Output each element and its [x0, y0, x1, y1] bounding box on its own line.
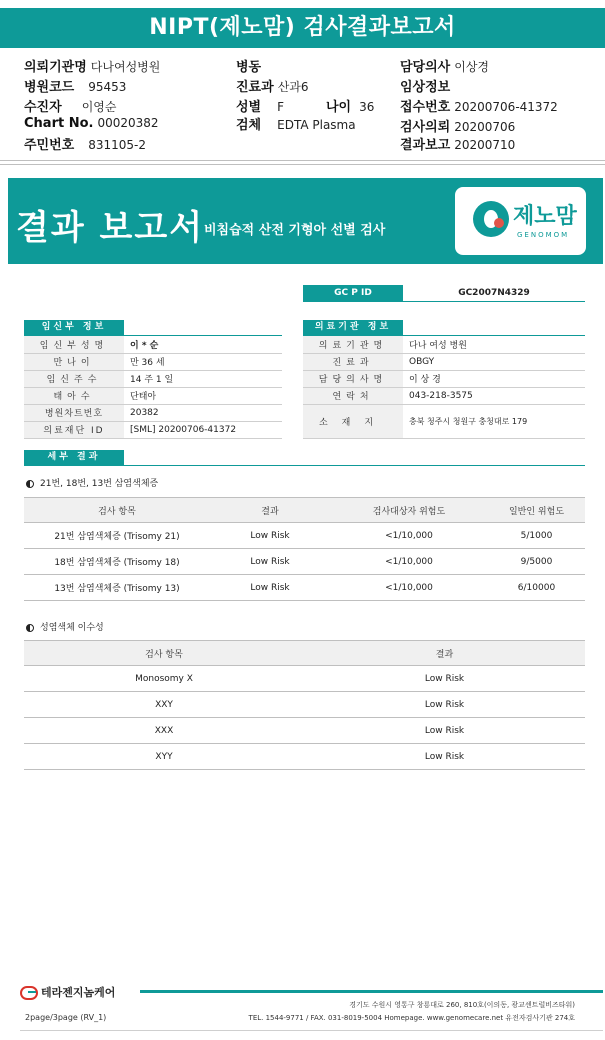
table-row: 담당의사명 이 상 경: [303, 370, 585, 387]
footer-accent-line: [140, 990, 603, 993]
table-row: 21번 삼염색체증 (Trisomy 21) Low Risk <1/10,000 5/1000: [24, 523, 585, 549]
table-row: XYY Low Risk: [24, 744, 585, 770]
table-row: 태아수 단태아: [24, 387, 282, 404]
report-title: 결과 보고서: [16, 208, 205, 248]
receipt-no-row: 접수번호 20200706-41372: [400, 100, 558, 115]
detail-result-tab: 세부 결과: [24, 450, 124, 465]
pregnant-info-table: [24, 336, 282, 439]
chart-no-row: Chart No. 00020382: [24, 116, 159, 131]
footer-address: 경기도 수원시 영통구 창룡대로 260, 810호(이의동, 광교센트럴비즈타워): [349, 1001, 575, 1009]
table-header-row: 검사 항목 결과: [24, 641, 585, 666]
header-divider: [0, 160, 605, 161]
table-row: 진료과 OBGY: [303, 353, 585, 370]
institution-info-table: [303, 336, 585, 439]
table-row: 18번 삼염색체증 (Trisomy 18) Low Risk <1/10,000 9/5000: [24, 549, 585, 575]
doctor-row: 담당의사 이상경: [400, 60, 490, 75]
hospital-code-row: 병원코드 95453: [24, 80, 127, 95]
clinical-info-row: 임상정보: [400, 80, 451, 95]
section1-title: 21번, 18번, 13번 삼염색체증: [26, 476, 158, 489]
table-row: 임신부성명 이 * 순: [24, 336, 282, 353]
department-row: 진료과 산과6: [236, 80, 309, 95]
document-title: NIPT(제노맘) 검사결과보고서: [0, 8, 605, 48]
detail-result-line: [24, 465, 585, 466]
table-row: 만나이 만 36 세: [24, 353, 282, 370]
table-row: XXY Low Risk: [24, 692, 585, 718]
sex-row: 성별 F: [236, 100, 285, 115]
footer-divider: [20, 1030, 603, 1031]
patient-header: [0, 54, 605, 158]
resident-no-row: 주민번호 831105-2: [24, 138, 147, 153]
gcp-id-value: GC2007N4329: [458, 288, 530, 298]
table-row: 소재지 충북 청주시 청원구 충청대로 179: [303, 404, 585, 438]
report-date-row: 결과보고 20200710: [400, 138, 516, 153]
pregnant-info-tab: 임신부 정보: [24, 320, 124, 335]
page-number: 2page/3page (RV_1): [25, 1013, 107, 1022]
age-row: 나이 36: [326, 100, 375, 115]
institution-info-tab: 의료기관 정보: [303, 320, 403, 335]
half-circle-icon: [26, 624, 34, 632]
trisomy-table: [24, 497, 585, 601]
section2-title: 성염색체 이수성: [26, 620, 104, 633]
logo-en: GENOMOM: [517, 231, 570, 239]
table-header-row: 검사 항목 결과 검사대상자 위험도 일반인 위험도: [24, 498, 585, 523]
table-row: XXX Low Risk: [24, 718, 585, 744]
company-logo: 테라젠지놈케어: [20, 984, 115, 1000]
ward-row: 병동: [236, 60, 262, 75]
table-row: Monosomy X Low Risk: [24, 666, 585, 692]
table-row: 의료재단 ID [SML] 20200706-41372: [24, 421, 282, 438]
table-row: 병원차트번호 20382: [24, 404, 282, 421]
report-subtitle: 비침습적 산전 기형아 선별 검사: [204, 223, 386, 238]
sex-chromosome-table: [24, 640, 585, 770]
table-row: 연락처 043-218-3575: [303, 387, 585, 404]
half-circle-icon: [26, 480, 34, 488]
table-row: 의료기관명 다나 여성 병원: [303, 336, 585, 353]
footer-contact: TEL. 1544-9771 / FAX. 031-8019-5004 Homepage. www.genomecare.net 유전자검사기관 274호: [248, 1014, 575, 1022]
examinee-row: 수진자 이영순: [24, 100, 117, 115]
gcp-id-box: [303, 285, 585, 302]
genomom-logo-icon: [473, 201, 509, 237]
request-date-row: 검사의뢰 20200706: [400, 120, 516, 135]
table-row: 임신주수 14 주 1 일: [24, 370, 282, 387]
institution-row: 의뢰기관명 다나여성병원: [24, 60, 161, 75]
logo-text: 제노맘: [513, 204, 577, 229]
company-logo-icon: [20, 986, 38, 1000]
report-banner: [8, 178, 603, 264]
gcp-id-label: GC P ID: [303, 285, 403, 302]
header-divider-2: [0, 164, 605, 165]
table-row: 13번 삼염색체증 (Trisomy 13) Low Risk <1/10,000 6/10000: [24, 575, 585, 601]
specimen-row: 검체 EDTA Plasma: [236, 118, 356, 133]
genomom-logo: [455, 187, 586, 255]
